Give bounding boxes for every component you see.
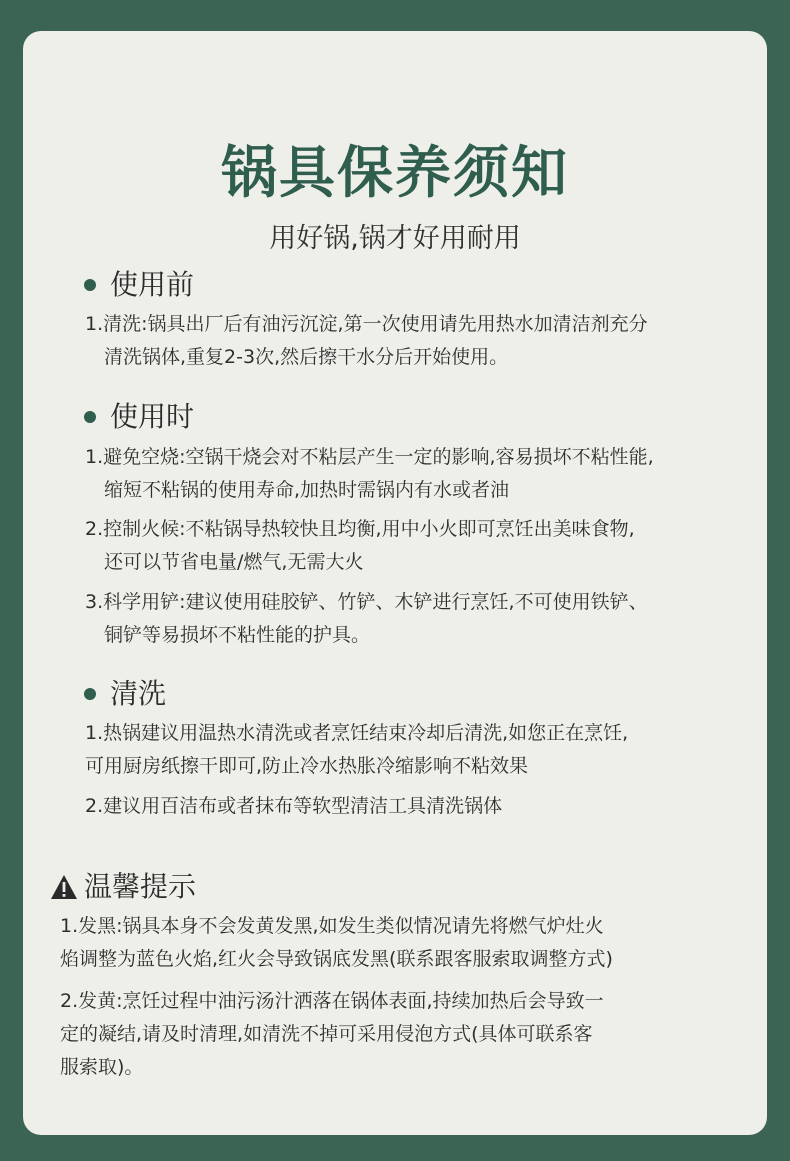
- list-item: [85, 717, 765, 783]
- page-title: 锅具保养须知: [221, 141, 569, 206]
- list-item-line: 1.发黑:锅具本身不会发黄发黑,如发生类似情况请先将燃气炉灶火: [60, 915, 604, 937]
- section-heading-label: 使用时: [110, 400, 195, 433]
- list-item: [60, 910, 740, 976]
- section-heading-before-use: [81, 269, 194, 301]
- bullet-dot-icon: [84, 688, 96, 700]
- list-item-line: 2.控制火候:不粘锅导热较快且均衡,用中小火即可烹饪出美味食物,: [85, 518, 635, 540]
- tips-heading-label: 温馨提示: [84, 870, 197, 903]
- list-item-line: 2.发黄:烹饪过程中油污汤汁洒落在锅体表面,持续加热后会导致一: [60, 990, 604, 1012]
- tips-heading: [50, 871, 196, 903]
- page-subtitle: 用好锅,锅才好用耐用: [269, 223, 521, 254]
- list-item: [85, 308, 765, 374]
- list-item-line: 服索取)。: [60, 1056, 144, 1078]
- list-item-line: 铜铲等易损坏不粘性能的护具。: [104, 624, 371, 646]
- list-item: [85, 790, 765, 823]
- list-item-line: 1.避免空烧:空锅干烧会对不粘层产生一定的影响,容易损坏不粘性能,: [85, 446, 654, 468]
- bullet-dot-icon: [84, 279, 96, 291]
- list-item-line: 还可以节省电量/燃气,无需大火: [104, 551, 364, 573]
- section-heading-label: 清洗: [110, 677, 167, 710]
- list-item-line: 清洗锅体,重复2-3次,然后擦干水分后开始使用。: [104, 346, 509, 368]
- list-item: [85, 586, 765, 652]
- list-item-line: 1.清洗:锅具出厂后有油污沉淀,第一次使用请先用热水加清洁剂充分: [85, 313, 648, 335]
- list-item-line: 2.建议用百洁布或者抹布等软型清洁工具清洗锅体: [85, 795, 503, 817]
- list-item-line: 焰调整为蓝色火焰,红火会导致锅底发黑(联系跟客服索取调整方式): [60, 948, 613, 970]
- notice-card: [23, 31, 767, 1135]
- list-item-line: 可用厨房纸擦干即可,防止冷水热胀冷缩影响不粘效果: [85, 755, 529, 777]
- list-item-line: 定的凝结,请及时清理,如清洗不掉可采用侵泡方式(具体可联系客: [60, 1023, 593, 1045]
- list-item: [60, 985, 740, 1084]
- section-heading-cleaning: [81, 678, 166, 710]
- bullet-dot-icon: [84, 411, 96, 423]
- list-item-line: 缩短不粘锅的使用寿命,加热时需锅内有水或者油: [104, 479, 510, 501]
- list-item-line: 1.热锅建议用温热水清洗或者烹饪结束冷却后清洗,如您正在烹饪,: [85, 722, 629, 744]
- list-item: [85, 513, 765, 579]
- section-heading-label: 使用前: [110, 268, 195, 301]
- warning-icon: [50, 874, 78, 900]
- list-item: [85, 441, 765, 507]
- section-heading-during-use: [81, 401, 194, 433]
- list-item-line: 3.科学用铲:建议使用硅胶铲、竹铲、木铲进行烹饪,不可使用铁铲、: [85, 591, 648, 613]
